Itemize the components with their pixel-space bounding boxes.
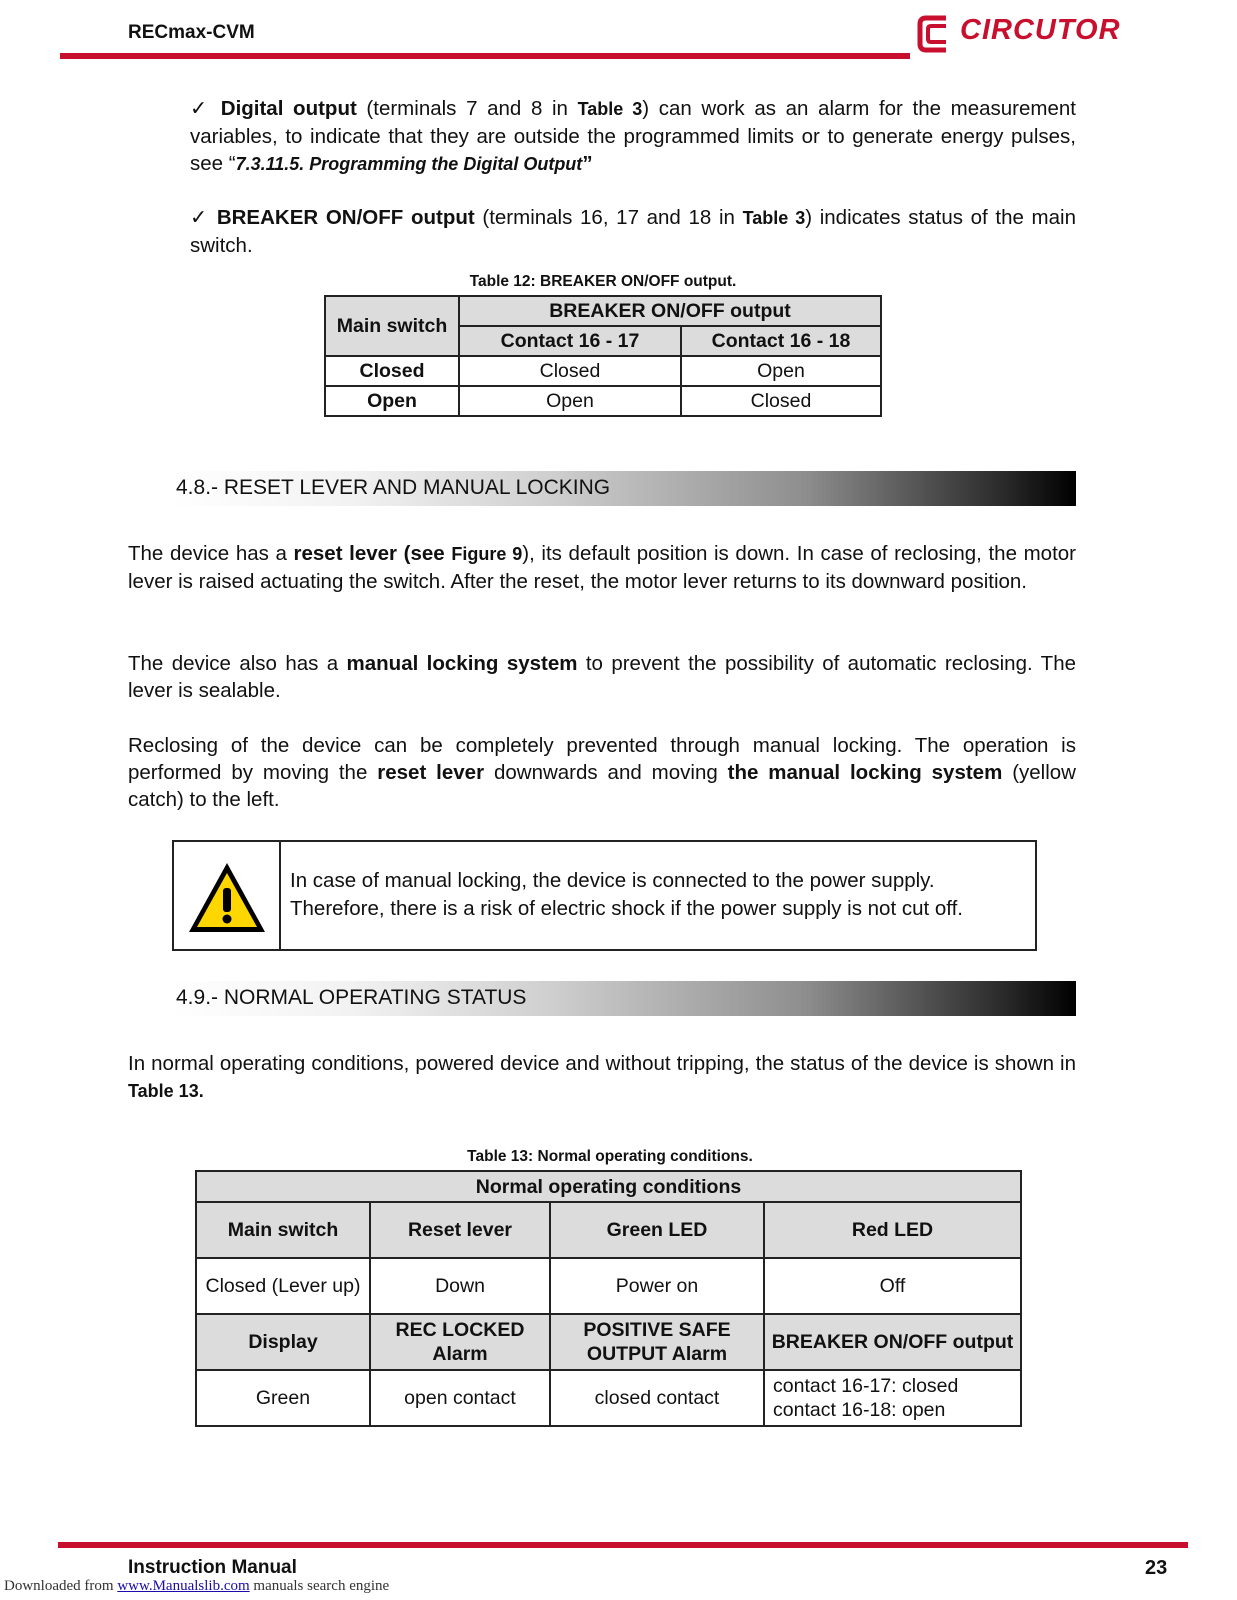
table-cell: Down [370, 1258, 550, 1314]
table-cell: Closed [459, 356, 681, 386]
footer-label: Instruction Manual [128, 1557, 297, 1578]
table13-header: POSITIVE SAFE OUTPUT Alarm [550, 1314, 764, 1370]
download-text: Downloaded from [4, 1578, 118, 1594]
bold-text: the manual locking system [727, 761, 1003, 784]
table-row [325, 356, 881, 386]
table-ref-link[interactable]: Table 3 [577, 99, 643, 119]
table-cell: Open [325, 386, 459, 416]
table13-header: Reset lever [370, 1202, 550, 1258]
document-title: RECmax-CVM [128, 22, 255, 43]
table-row [325, 386, 881, 416]
table-cell: closed contact [550, 1370, 764, 1426]
table-cell [764, 1370, 1021, 1426]
warning-box [172, 840, 1037, 951]
table-cell: Off [764, 1258, 1021, 1314]
text: The device has a [128, 542, 294, 565]
text: downwards and moving [484, 761, 728, 784]
section-ref-link[interactable]: 7.3.11.5. Programming the Digital Output [235, 154, 583, 174]
header-rule [60, 53, 910, 59]
figure-ref-link[interactable]: Figure 9 [451, 544, 523, 564]
bold-text: reset lever [377, 761, 485, 784]
section-title: 4.9.- NORMAL OPERATING STATUS [176, 986, 527, 1009]
bullet-text: (terminals 16, 17 and 18 in [474, 206, 743, 229]
table13-header: Display [196, 1314, 370, 1370]
paragraph [128, 540, 1076, 595]
circutor-logo-icon [916, 14, 956, 54]
bullet-digital-output [190, 95, 1076, 178]
paragraph [128, 1050, 1076, 1105]
check-icon: ✓ [190, 206, 210, 229]
table13-caption: Table 13: Normal operating conditions. [467, 1148, 753, 1165]
text: to prevent the possibility of automatic reclosing. The lever is sealable. [128, 652, 1076, 702]
table13-header: Main switch [196, 1202, 370, 1258]
bullet-breaker-output [190, 204, 1076, 259]
table-row [196, 1370, 1021, 1426]
quote-mark: ” [582, 152, 593, 175]
paragraph [128, 650, 1076, 704]
bullet-text: ) indicates status of the main switch. [190, 206, 1076, 257]
warning-icon-cell [174, 842, 281, 949]
table12-caption: Table 12: BREAKER ON/OFF output. [469, 273, 737, 290]
bold-text: reset lever (see [293, 542, 452, 565]
table-cell: Open [681, 356, 881, 386]
bullet-text: (terminals 7 and 8 in [356, 97, 578, 120]
table12-col-header: Contact 16 - 18 [681, 326, 881, 356]
bullet-term: Digital output [220, 97, 357, 120]
warning-text: In case of manual locking, the device is connected to the power supply. Therefore, there is a risk of electric shock if the power supply is not cut off. [290, 869, 964, 920]
warning-triangle-icon [186, 860, 268, 936]
table-cell: Open [459, 386, 681, 416]
download-text: manuals search engine [249, 1578, 390, 1594]
check-icon: ✓ [190, 97, 212, 120]
paragraph [128, 732, 1076, 813]
table-cell: open contact [370, 1370, 550, 1426]
bullet-text: ) can work as an alarm for the measurement variables, to indicate that they are outside the programmed limits or to generate energy pulses, see “ [190, 97, 1076, 175]
table-cell: Closed (Lever up) [196, 1258, 370, 1314]
table13-header: BREAKER ON/OFF output [764, 1314, 1021, 1370]
text: In normal operating conditions, powered device and without tripping, the status of the device is shown in [128, 1052, 1076, 1075]
table12-main-header: Main switch [325, 296, 459, 356]
section-heading-4-8 [170, 471, 1076, 506]
table12 [324, 295, 882, 417]
table-cell: Closed [325, 356, 459, 386]
footer-rule [58, 1542, 1188, 1548]
logo-wordmark: CIRCUTOR [960, 14, 1121, 46]
section-title: 4.8.- RESET LEVER AND MANUAL LOCKING [176, 476, 611, 499]
table-cell: Green [196, 1370, 370, 1426]
table-ref-link[interactable]: Table 13. [128, 1081, 204, 1101]
table13-header: Green LED [550, 1202, 764, 1258]
table-row [196, 1258, 1021, 1314]
table12-col-header: Contact 16 - 17 [459, 326, 681, 356]
cell-line: contact 16-18: open [773, 1399, 946, 1421]
text: ), its default position is down. In case of reclosing, the motor lever is raised actuating the switch. After the reset, the motor lever returns to its downward position. [128, 542, 1076, 593]
bullet-term: BREAKER ON/OFF output [216, 206, 475, 229]
table13 [195, 1170, 1022, 1427]
text: Reclosing of the device can be completely prevented through manual locking. The operation is performed by moving the [128, 734, 1076, 784]
manualslib-link[interactable]: www.Manualslib.com [117, 1578, 250, 1594]
download-notice [4, 1578, 389, 1595]
section-heading-4-9 [170, 981, 1076, 1016]
table13-title: Normal operating conditions [196, 1171, 1021, 1202]
table13-header: REC LOCKED Alarm [370, 1314, 550, 1370]
table-cell: Power on [550, 1258, 764, 1314]
brand-logo [916, 10, 1131, 58]
table-cell: Closed [681, 386, 881, 416]
text: The device also has a [128, 652, 347, 675]
page-number: 23 [1145, 1557, 1168, 1579]
table12-group-header: BREAKER ON/OFF output [459, 296, 881, 326]
table-ref-link[interactable]: Table 3 [742, 208, 806, 228]
text: (yellow catch) to the left. [128, 761, 1076, 811]
table13-header: Red LED [764, 1202, 1021, 1258]
cell-line: contact 16-17: closed [773, 1375, 959, 1397]
bold-text: manual locking system [346, 652, 578, 675]
